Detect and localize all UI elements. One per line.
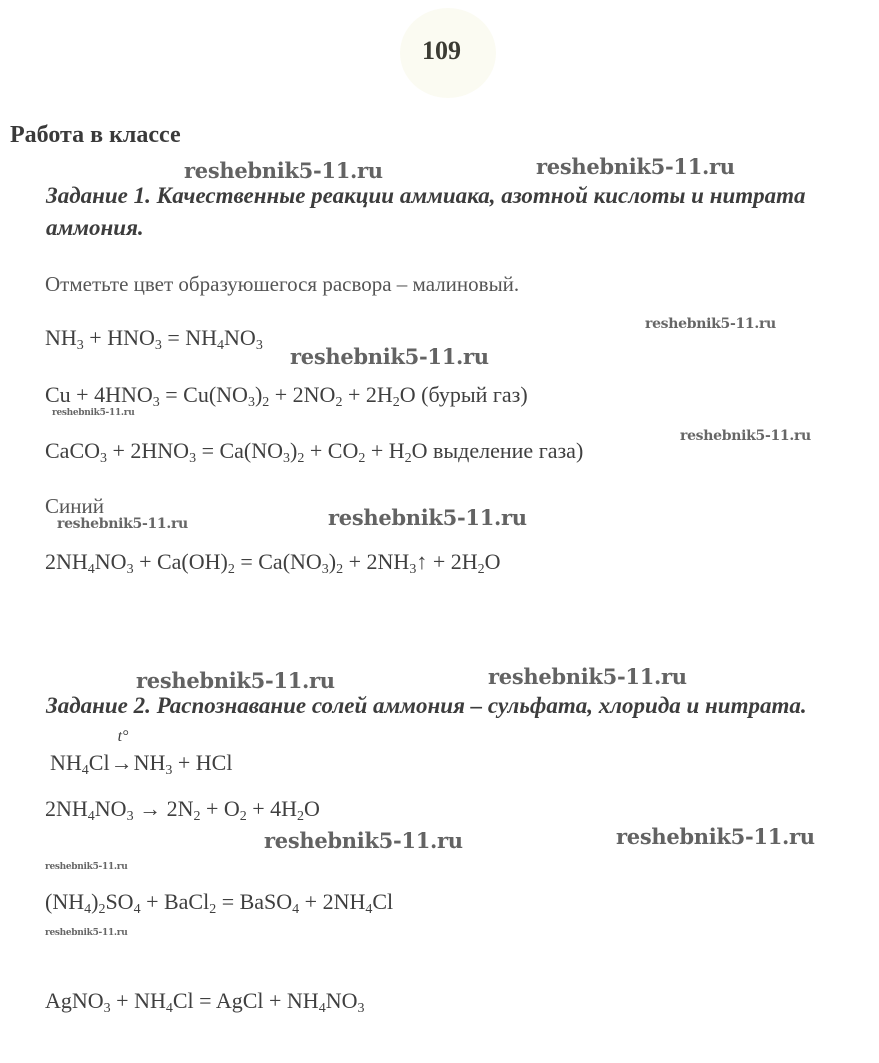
formula-text: + HNO	[83, 325, 155, 350]
formula-text: = NH	[161, 325, 218, 350]
formula-subscript: 3	[100, 451, 107, 466]
formula-text: NH	[45, 325, 77, 350]
formula-text: + 2NH	[299, 889, 366, 914]
formula-subscript: 2	[336, 562, 344, 577]
formula-text: 2NH	[45, 796, 88, 821]
watermark-text: reshebnik5-11.ru	[45, 862, 128, 872]
formula-subscript: 3	[126, 809, 134, 824]
formula-subscript: 3	[255, 338, 263, 353]
formula-text: = Ca(NO	[196, 438, 284, 463]
formula-text: NO	[94, 796, 127, 821]
formula-subscript: 3	[247, 395, 255, 410]
formula-subscript: 2	[335, 395, 343, 410]
formula-subscript: 2	[477, 562, 485, 577]
formula-subscript: 3	[154, 338, 162, 353]
formula-text: O	[484, 549, 501, 574]
formula-text: NH	[50, 750, 82, 775]
formula-subscript: 2	[98, 902, 106, 917]
task2-equation-3	[45, 889, 393, 915]
formula-text: AgNO	[45, 988, 104, 1013]
formula-text: )	[328, 549, 337, 574]
formula-text: NO	[224, 325, 256, 350]
formula-text: + HCl	[172, 750, 233, 775]
watermark-text: reshebnik5-11.ru	[52, 408, 135, 418]
formula-text: )	[254, 382, 263, 407]
formula-text: + 2HNO	[107, 438, 190, 463]
formula-subscript: 2	[239, 809, 247, 824]
formula-text: Cl	[372, 889, 394, 914]
formula-subscript: 2	[297, 451, 305, 466]
formula-subscript: 2	[227, 562, 235, 577]
formula-text: O выделение газа)	[411, 438, 584, 463]
watermark-text: reshebnik5-11.ru	[264, 828, 463, 853]
formula-subscript: 2	[297, 809, 305, 824]
formula-text: → 2N	[133, 796, 194, 821]
formula-subscript: 4	[87, 562, 95, 577]
task1-instruction: Отметьте цвет образуюшегося расвора – малиновый.	[45, 272, 520, 296]
watermark-text: reshebnik5-11.ru	[290, 344, 489, 369]
task1-equation-1	[45, 325, 263, 351]
formula-text: NH	[133, 750, 166, 775]
formula-text: + BaCl	[140, 889, 210, 914]
task2-equation-4	[45, 988, 364, 1014]
formula-subscript: 4	[292, 902, 300, 917]
formula-text: )	[91, 889, 99, 914]
reaction-arrow	[110, 728, 134, 776]
formula-text: + NH	[110, 988, 166, 1013]
watermark-text: reshebnik5-11.ru	[616, 824, 815, 849]
formula-text: Cl	[88, 750, 110, 775]
formula-text: = Cu(NO	[159, 382, 248, 407]
formula-subscript: 2	[193, 809, 201, 824]
formula-subscript: 4	[81, 763, 89, 778]
watermark-text: reshebnik5-11.ru	[184, 158, 383, 183]
formula-subscript: 4	[165, 1001, 173, 1016]
formula-text: SO	[105, 889, 134, 914]
formula-subscript: 2	[209, 902, 217, 917]
watermark-text: reshebnik5-11.ru	[488, 664, 687, 689]
watermark-text: reshebnik5-11.ru	[645, 316, 776, 332]
task1-title: Задание 1. Качественные реакции аммиака, азотной кислоты и нитрата аммония.	[46, 183, 806, 240]
task1-equation-3	[45, 438, 583, 464]
formula-text: + 4H	[246, 796, 298, 821]
watermark-text: reshebnik5-11.ru	[680, 428, 811, 444]
formula-subscript: 2	[262, 395, 270, 410]
formula-text: = Ca(NO	[234, 549, 322, 574]
formula-subscript: 4	[133, 902, 141, 917]
formula-subscript: 4	[318, 1001, 326, 1016]
task2-title: Задание 2. Распознавание солей аммония – сульфата, хлорида и нитрата.	[46, 693, 807, 718]
formula-subscript: 3	[152, 395, 160, 410]
watermark-text: reshebnik5-11.ru	[536, 154, 735, 179]
formula-subscript: 2	[404, 451, 412, 466]
formula-text: (NH	[45, 889, 85, 914]
task1-color-note: Синий	[45, 494, 104, 518]
task1-equation-2	[45, 382, 528, 408]
formula-text: NO	[94, 549, 127, 574]
formula-text: + 2NO	[269, 382, 336, 407]
formula-subscript: 2	[392, 395, 400, 410]
task2-eq1-left	[50, 750, 110, 778]
task2-equation-2	[45, 796, 320, 822]
formula-text: Cl = AgCl + NH	[172, 988, 319, 1013]
formula-text: 2NH	[45, 549, 88, 574]
formula-text: + H	[365, 438, 405, 463]
formula-subscript: 3	[321, 562, 329, 577]
formula-text: NO	[325, 988, 358, 1013]
page-number: 109	[422, 36, 461, 65]
task1-equation-4	[45, 549, 501, 575]
formula-subscript: 4	[365, 902, 373, 917]
formula-text: O	[304, 796, 320, 821]
formula-text: + CO	[304, 438, 359, 463]
watermark-text: reshebnik5-11.ru	[57, 516, 188, 532]
formula-subscript: 3	[165, 763, 173, 778]
formula-text: O (бурый газ)	[399, 382, 528, 407]
heat-condition: t°	[117, 728, 129, 745]
formula-text: CaCO	[45, 438, 100, 463]
formula-subscript: 3	[189, 451, 197, 466]
formula-text: )	[290, 438, 298, 463]
formula-subscript: 3	[283, 451, 291, 466]
formula-subscript: 3	[103, 1001, 111, 1016]
formula-subscript: 4	[87, 809, 95, 824]
task2-eq1-right	[133, 750, 233, 778]
formula-text: + 2NH	[343, 549, 410, 574]
watermark-text: reshebnik5-11.ru	[328, 505, 527, 530]
formula-text: = BaSO	[216, 889, 293, 914]
formula-subscript: 3	[76, 338, 84, 353]
formula-text: + O	[200, 796, 240, 821]
task2-equation-1	[50, 728, 233, 778]
formula-subscript: 3	[126, 562, 134, 577]
formula-text: + 2H	[342, 382, 393, 407]
section-title: Работа в классе	[10, 122, 181, 148]
formula-text: ↑ + 2H	[416, 549, 478, 574]
formula-text: + Ca(OH)	[133, 549, 228, 574]
formula-subscript: 2	[358, 451, 366, 466]
formula-subscript: 4	[217, 338, 225, 353]
formula-text: Cu + 4HNO	[45, 382, 153, 407]
watermark-text: reshebnik5-11.ru	[136, 668, 335, 693]
formula-subscript: 3	[409, 562, 417, 577]
formula-subscript: 3	[357, 1001, 365, 1016]
arrow-symbol: →	[110, 750, 133, 775]
formula-subscript: 4	[84, 902, 92, 917]
watermark-text: reshebnik5-11.ru	[45, 928, 128, 938]
